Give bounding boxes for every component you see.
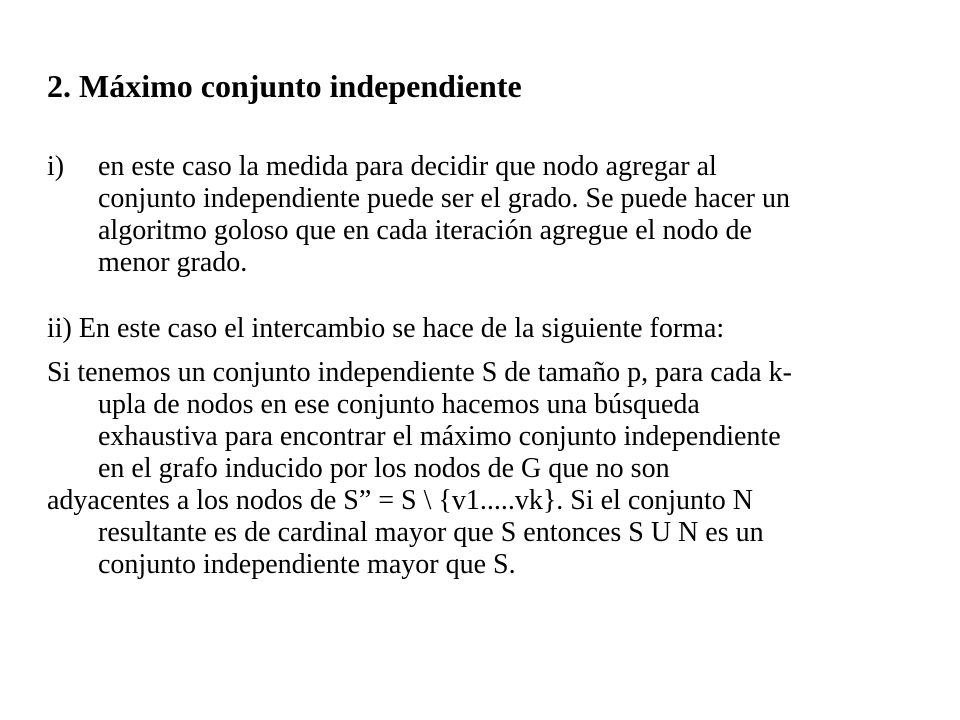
paragraph-line: upla de nodos en ese conjunto hacemos una búsqueda <box>98 389 700 420</box>
item-i-line: menor grado. <box>98 247 248 278</box>
list-item-ii <box>47 313 927 345</box>
item-i-line: algoritmo goloso que en cada iteración agregue el nodo de <box>98 215 752 246</box>
item-ii-line: ii) En este caso el intercambio se hace de la siguiente forma: <box>47 313 725 344</box>
paragraph-line: adyacentes a los nodos de S” = S \ {v1.....vk}. Si el conjunto N <box>47 485 754 516</box>
item-i-line: en este caso la medida para decidir que nodo agregar al <box>98 151 717 182</box>
slide-title: 2. Máximo conjunto independiente <box>47 68 522 104</box>
item-i-line: conjunto independiente puede ser el grado. Se puede hacer un <box>98 183 790 214</box>
paragraph-line: en el grafo inducido por los nodos de G que no son <box>98 453 670 484</box>
paragraph-si-tenemos <box>47 357 927 485</box>
list-marker-i: i) <box>47 151 65 182</box>
paragraph-line: Si tenemos un conjunto independiente S de tamaño p, para cada k- <box>47 357 792 388</box>
list-item-i <box>47 151 907 279</box>
paragraph-line: conjunto independiente mayor que S. <box>98 549 516 580</box>
paragraph-line: resultante es de cardinal mayor que S entonces S U N es un <box>98 517 764 548</box>
paragraph-line: exhaustiva para encontrar el máximo conjunto independiente <box>98 421 781 452</box>
paragraph-adyacentes <box>47 485 927 581</box>
